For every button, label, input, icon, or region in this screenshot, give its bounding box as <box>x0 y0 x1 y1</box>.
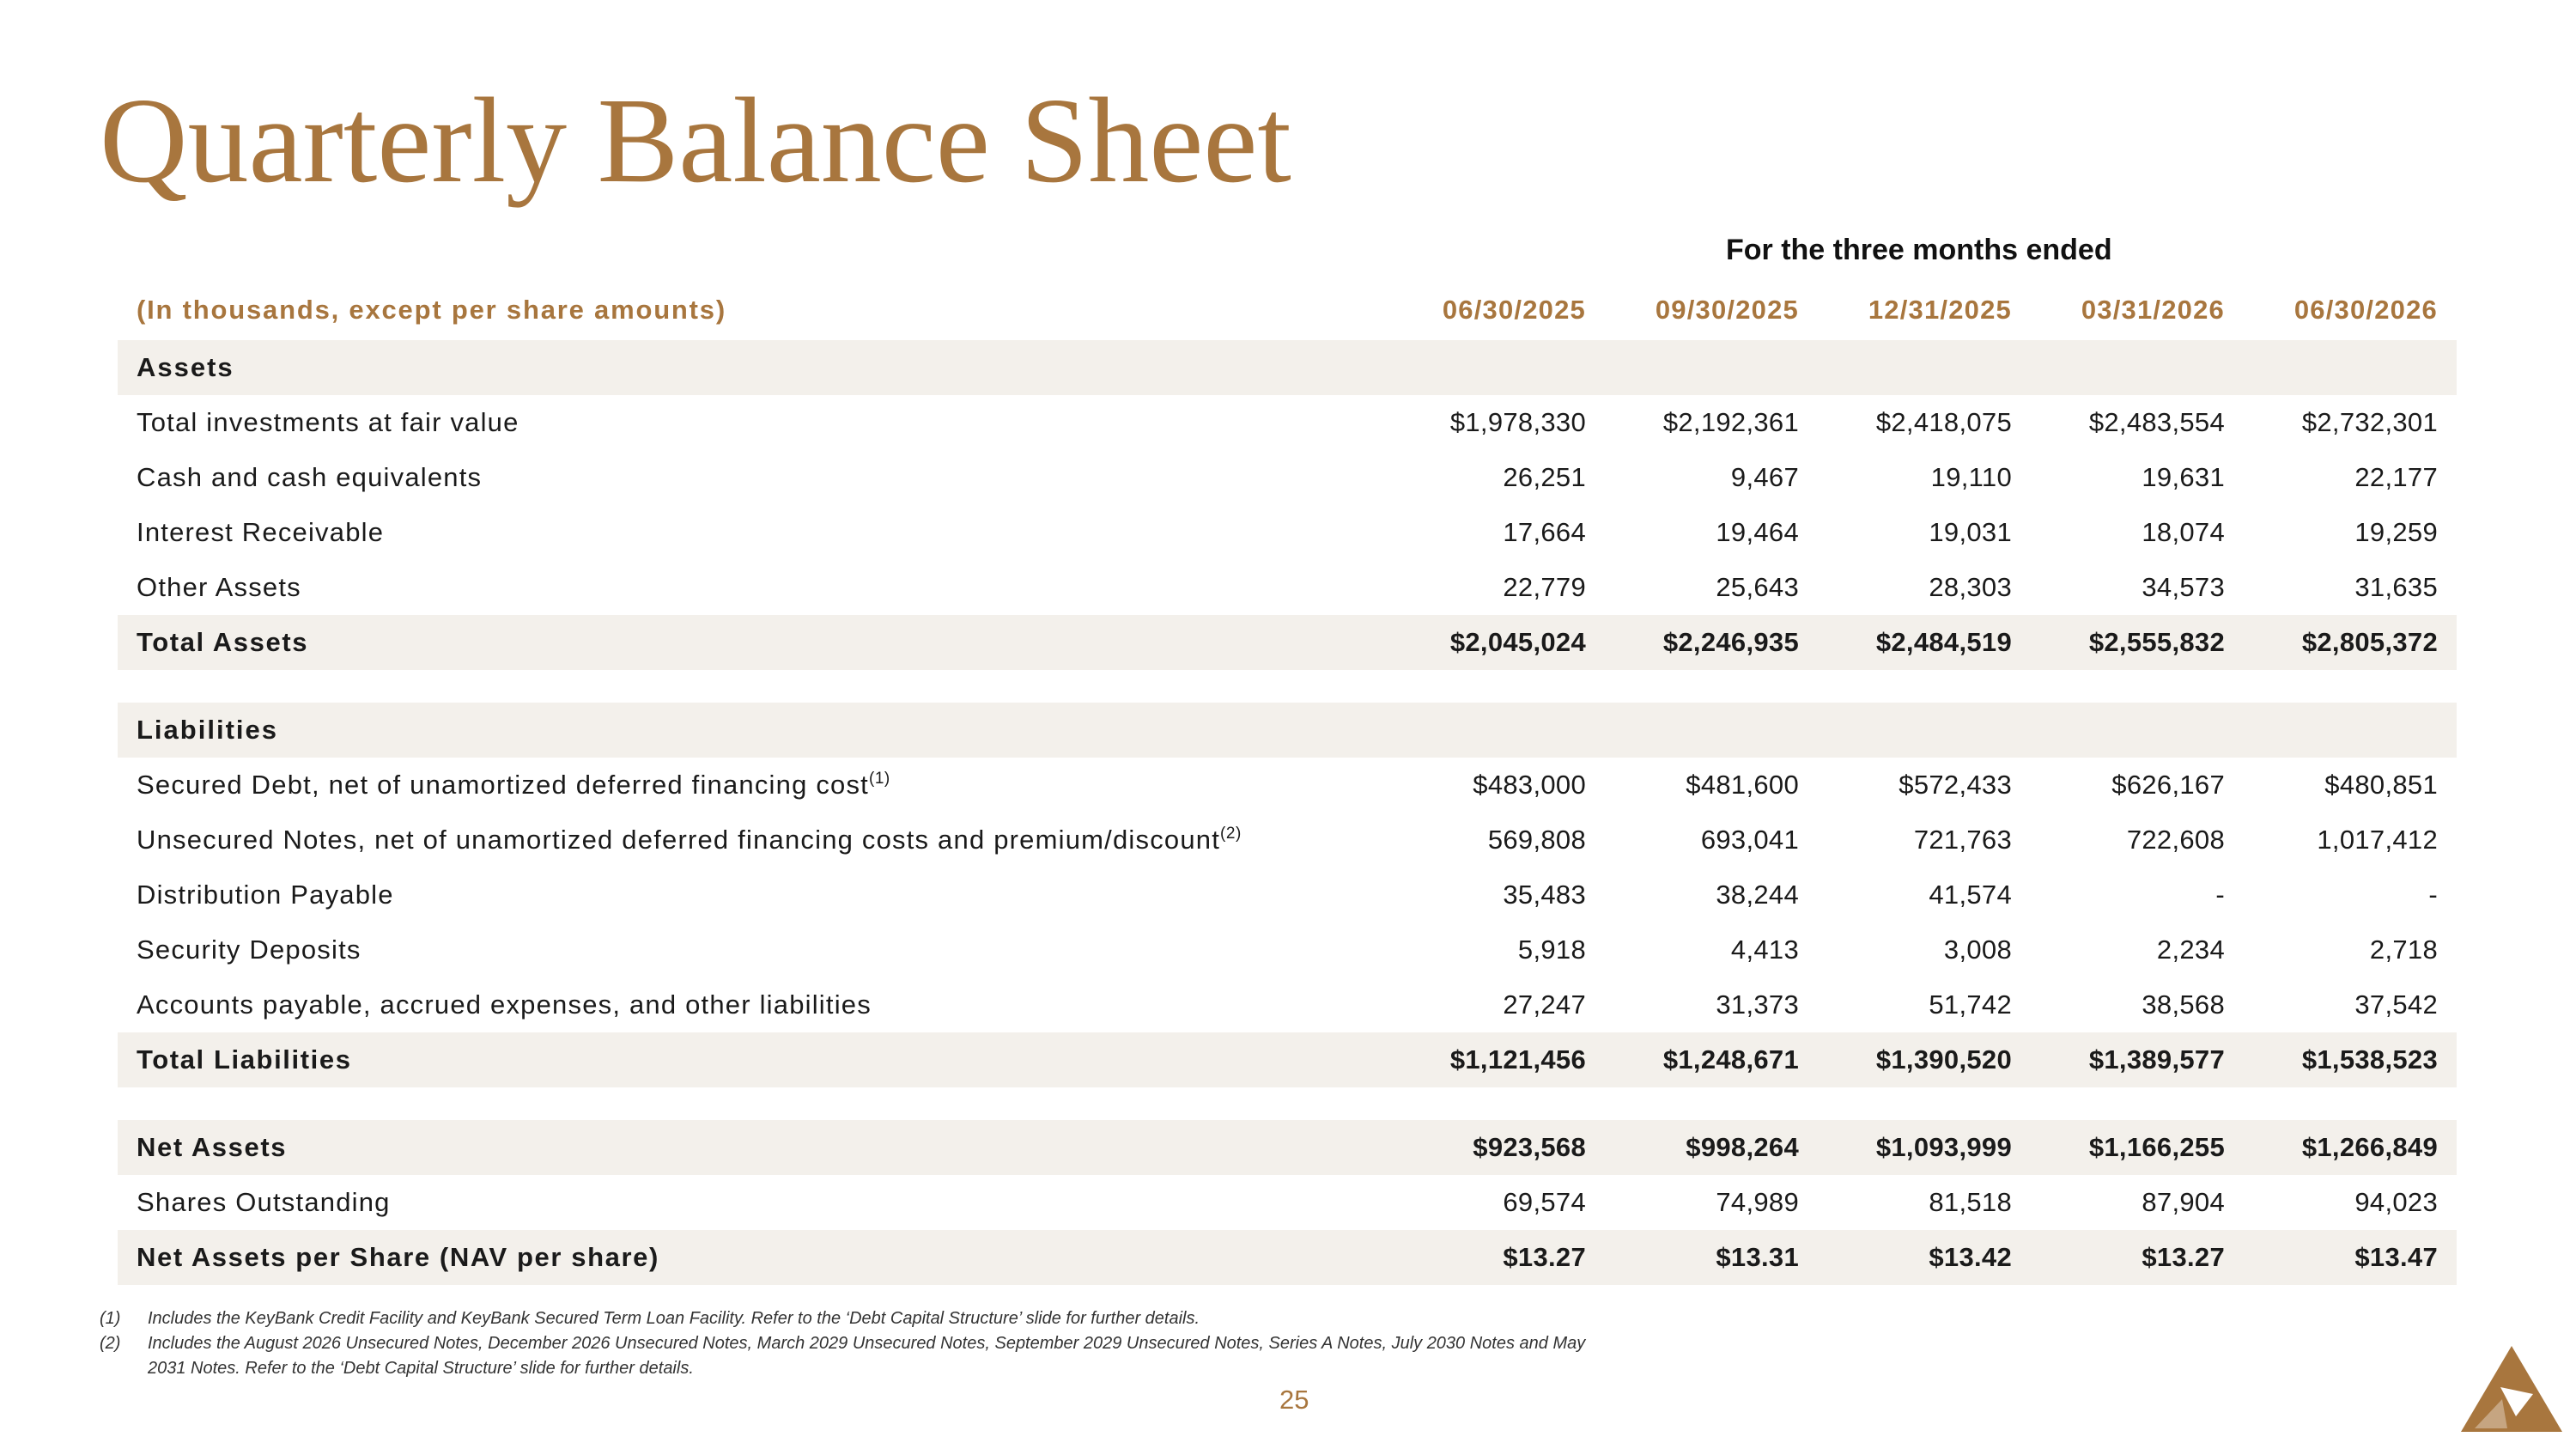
row-label: Security Deposits <box>137 935 361 965</box>
cell-value: $1,390,520 <box>1818 1032 2031 1087</box>
cell-value: 26,251 <box>1503 462 1586 492</box>
table-row <box>118 922 2457 977</box>
cell-value: 2,718 <box>2369 935 2438 965</box>
liabilities-section-row <box>118 703 2457 758</box>
cell-value: $13.27 <box>1392 1230 1605 1285</box>
cell-value: $2,484,519 <box>1818 615 2031 670</box>
cell-value: - <box>2428 880 2438 910</box>
column-header: 09/30/2025 <box>1655 295 1799 325</box>
cell-value: $998,264 <box>1605 1120 1818 1175</box>
cell-value: 35,483 <box>1503 880 1586 910</box>
cell-value: $480,851 <box>2324 770 2438 800</box>
period-heading: For the three months ended <box>1726 234 2112 266</box>
section-heading: Liabilities <box>118 703 1392 758</box>
row-label: Accounts payable, accrued expenses, and other liabilities <box>137 989 872 1020</box>
net-assets-row <box>118 1120 2457 1175</box>
cell-value: 2,234 <box>2156 935 2225 965</box>
cell-value: $1,248,671 <box>1605 1032 1818 1087</box>
table-row <box>118 560 2457 615</box>
section-heading: Assets <box>118 340 1392 395</box>
total-assets-row <box>118 615 2457 670</box>
table-row <box>118 395 2457 450</box>
cell-value: 18,074 <box>2142 517 2225 547</box>
cell-value: $2,483,554 <box>2088 407 2225 437</box>
total-liabilities-row <box>118 1032 2457 1087</box>
cell-value: $13.27 <box>2031 1230 2244 1285</box>
cell-value: 19,464 <box>1716 517 1799 547</box>
cell-value: $1,266,849 <box>2244 1120 2457 1175</box>
row-label-text: Secured Debt, net of unamortized deferred financing cost <box>137 770 869 800</box>
table-row <box>118 813 2457 868</box>
cell-value: $13.47 <box>2244 1230 2457 1285</box>
footnote <box>100 1306 1607 1331</box>
cell-value: 69,574 <box>1503 1187 1586 1217</box>
cell-value: 22,177 <box>2354 462 2438 492</box>
cell-value: $1,389,577 <box>2031 1032 2244 1087</box>
table-row <box>118 758 2457 813</box>
cell-value: 31,373 <box>1716 989 1799 1020</box>
row-label: Interest Receivable <box>137 517 385 547</box>
row-label: Total investments at fair value <box>137 407 519 437</box>
footnote-text: Includes the KeyBank Credit Facility and KeyBank Secured Term Loan Facility. Refer to the ‘Debt Capital Structure’ slide for further details. <box>148 1309 1200 1328</box>
cell-value: - <box>2215 880 2225 910</box>
cell-value: 19,259 <box>2354 517 2438 547</box>
cell-value: 721,763 <box>1913 825 2012 855</box>
cell-value: $2,418,075 <box>1875 407 2012 437</box>
balance-sheet-table <box>118 280 2457 1285</box>
page-title: Quarterly Balance Sheet <box>100 72 1291 208</box>
cell-value: 19,031 <box>1929 517 2012 547</box>
row-label: Net Assets <box>118 1120 1392 1175</box>
column-header: 03/31/2026 <box>2081 295 2225 325</box>
column-header: 06/30/2026 <box>2293 295 2438 325</box>
cell-value: $2,732,301 <box>2301 407 2438 437</box>
table-row <box>118 505 2457 560</box>
cell-value: $2,045,024 <box>1392 615 1605 670</box>
cell-value: 19,631 <box>2142 462 2225 492</box>
cell-value: 17,664 <box>1503 517 1586 547</box>
cell-value: $572,433 <box>1899 770 2012 800</box>
footnote-ref: (2) <box>1220 825 1242 843</box>
cell-value: $1,093,999 <box>1818 1120 2031 1175</box>
cell-value: 37,542 <box>2354 989 2438 1020</box>
table-row <box>118 868 2457 922</box>
cell-value: $13.42 <box>1818 1230 2031 1285</box>
cell-value: 3,008 <box>1943 935 2012 965</box>
cell-value: $2,192,361 <box>1662 407 1799 437</box>
nav-per-share-row <box>118 1230 2457 1285</box>
cell-value: 27,247 <box>1503 989 1586 1020</box>
cell-value: 94,023 <box>2354 1187 2438 1217</box>
cell-value: 28,303 <box>1929 572 2012 602</box>
cell-value: 22,779 <box>1503 572 1586 602</box>
row-label: Cash and cash equivalents <box>137 462 483 492</box>
row-label: Net Assets per Share (NAV per share) <box>118 1230 1392 1285</box>
units-note: (In thousands, except per share amounts) <box>137 295 726 325</box>
cell-value: 9,467 <box>1730 462 1799 492</box>
cell-value: $2,805,372 <box>2244 615 2457 670</box>
row-label: Total Assets <box>118 615 1392 670</box>
row-label <box>118 813 1392 868</box>
row-label: Distribution Payable <box>137 880 394 910</box>
cell-value: $2,246,935 <box>1605 615 1818 670</box>
cell-value: 38,244 <box>1716 880 1799 910</box>
cell-value: 31,635 <box>2354 572 2438 602</box>
cell-value: 5,918 <box>1517 935 1586 965</box>
page-number: 25 <box>1279 1385 1309 1415</box>
cell-value: $1,978,330 <box>1449 407 1586 437</box>
cell-value: 41,574 <box>1929 880 2012 910</box>
table-row <box>118 450 2457 505</box>
cell-value: $483,000 <box>1473 770 1586 800</box>
cell-value: $1,121,456 <box>1392 1032 1605 1087</box>
cell-value: $1,538,523 <box>2244 1032 2457 1087</box>
cell-value: 81,518 <box>1929 1187 2012 1217</box>
triangle-logo-icon <box>2456 1344 2564 1434</box>
cell-value: 87,904 <box>2142 1187 2225 1217</box>
row-label-text: Unsecured Notes, net of unamortized deferred financing costs and premium/discount <box>137 825 1221 855</box>
header-row <box>118 280 2457 340</box>
footnote-text: Includes the August 2026 Unsecured Notes, December 2026 Unsecured Notes, March 2029 Unsecured Notes, September 2029 Unsecured Notes, Series A Notes, July 2030 Notes and May 2031 Notes. Refer to the ‘Debt Capital Structure’ slide for further details. <box>148 1334 1586 1378</box>
cell-value: 19,110 <box>1930 462 2012 492</box>
cell-value: 4,413 <box>1730 935 1799 965</box>
spacer-row <box>118 1087 2457 1120</box>
row-label: Shares Outstanding <box>137 1187 391 1217</box>
row-label <box>118 758 1392 813</box>
footnote-marker: (1) <box>100 1309 121 1328</box>
column-header: 12/31/2025 <box>1868 295 2012 325</box>
row-label: Other Assets <box>137 572 301 602</box>
cell-value: $13.31 <box>1605 1230 1818 1285</box>
cell-value: $1,166,255 <box>2031 1120 2244 1175</box>
footnote-marker: (2) <box>100 1334 121 1353</box>
shares-outstanding-row <box>118 1175 2457 1230</box>
cell-value: 34,573 <box>2142 572 2225 602</box>
cell-value: 693,041 <box>1700 825 1799 855</box>
cell-value: 722,608 <box>2126 825 2225 855</box>
spacer-row <box>118 670 2457 703</box>
cell-value: $481,600 <box>1686 770 1799 800</box>
cell-value: $923,568 <box>1392 1120 1605 1175</box>
footnotes <box>100 1306 1607 1381</box>
row-label: Total Liabilities <box>118 1032 1392 1087</box>
footnote-ref: (1) <box>869 770 890 788</box>
cell-value: 74,989 <box>1716 1187 1799 1217</box>
cell-value: 25,643 <box>1716 572 1799 602</box>
cell-value: 569,808 <box>1487 825 1586 855</box>
cell-value: 51,742 <box>1929 989 2012 1020</box>
assets-section-row <box>118 340 2457 395</box>
table-row <box>118 977 2457 1032</box>
footnote <box>100 1331 1607 1381</box>
cell-value: 1,017,412 <box>2317 825 2438 855</box>
cell-value: $626,167 <box>2111 770 2225 800</box>
column-header: 06/30/2025 <box>1442 295 1586 325</box>
cell-value: 38,568 <box>2142 989 2225 1020</box>
cell-value: $2,555,832 <box>2031 615 2244 670</box>
